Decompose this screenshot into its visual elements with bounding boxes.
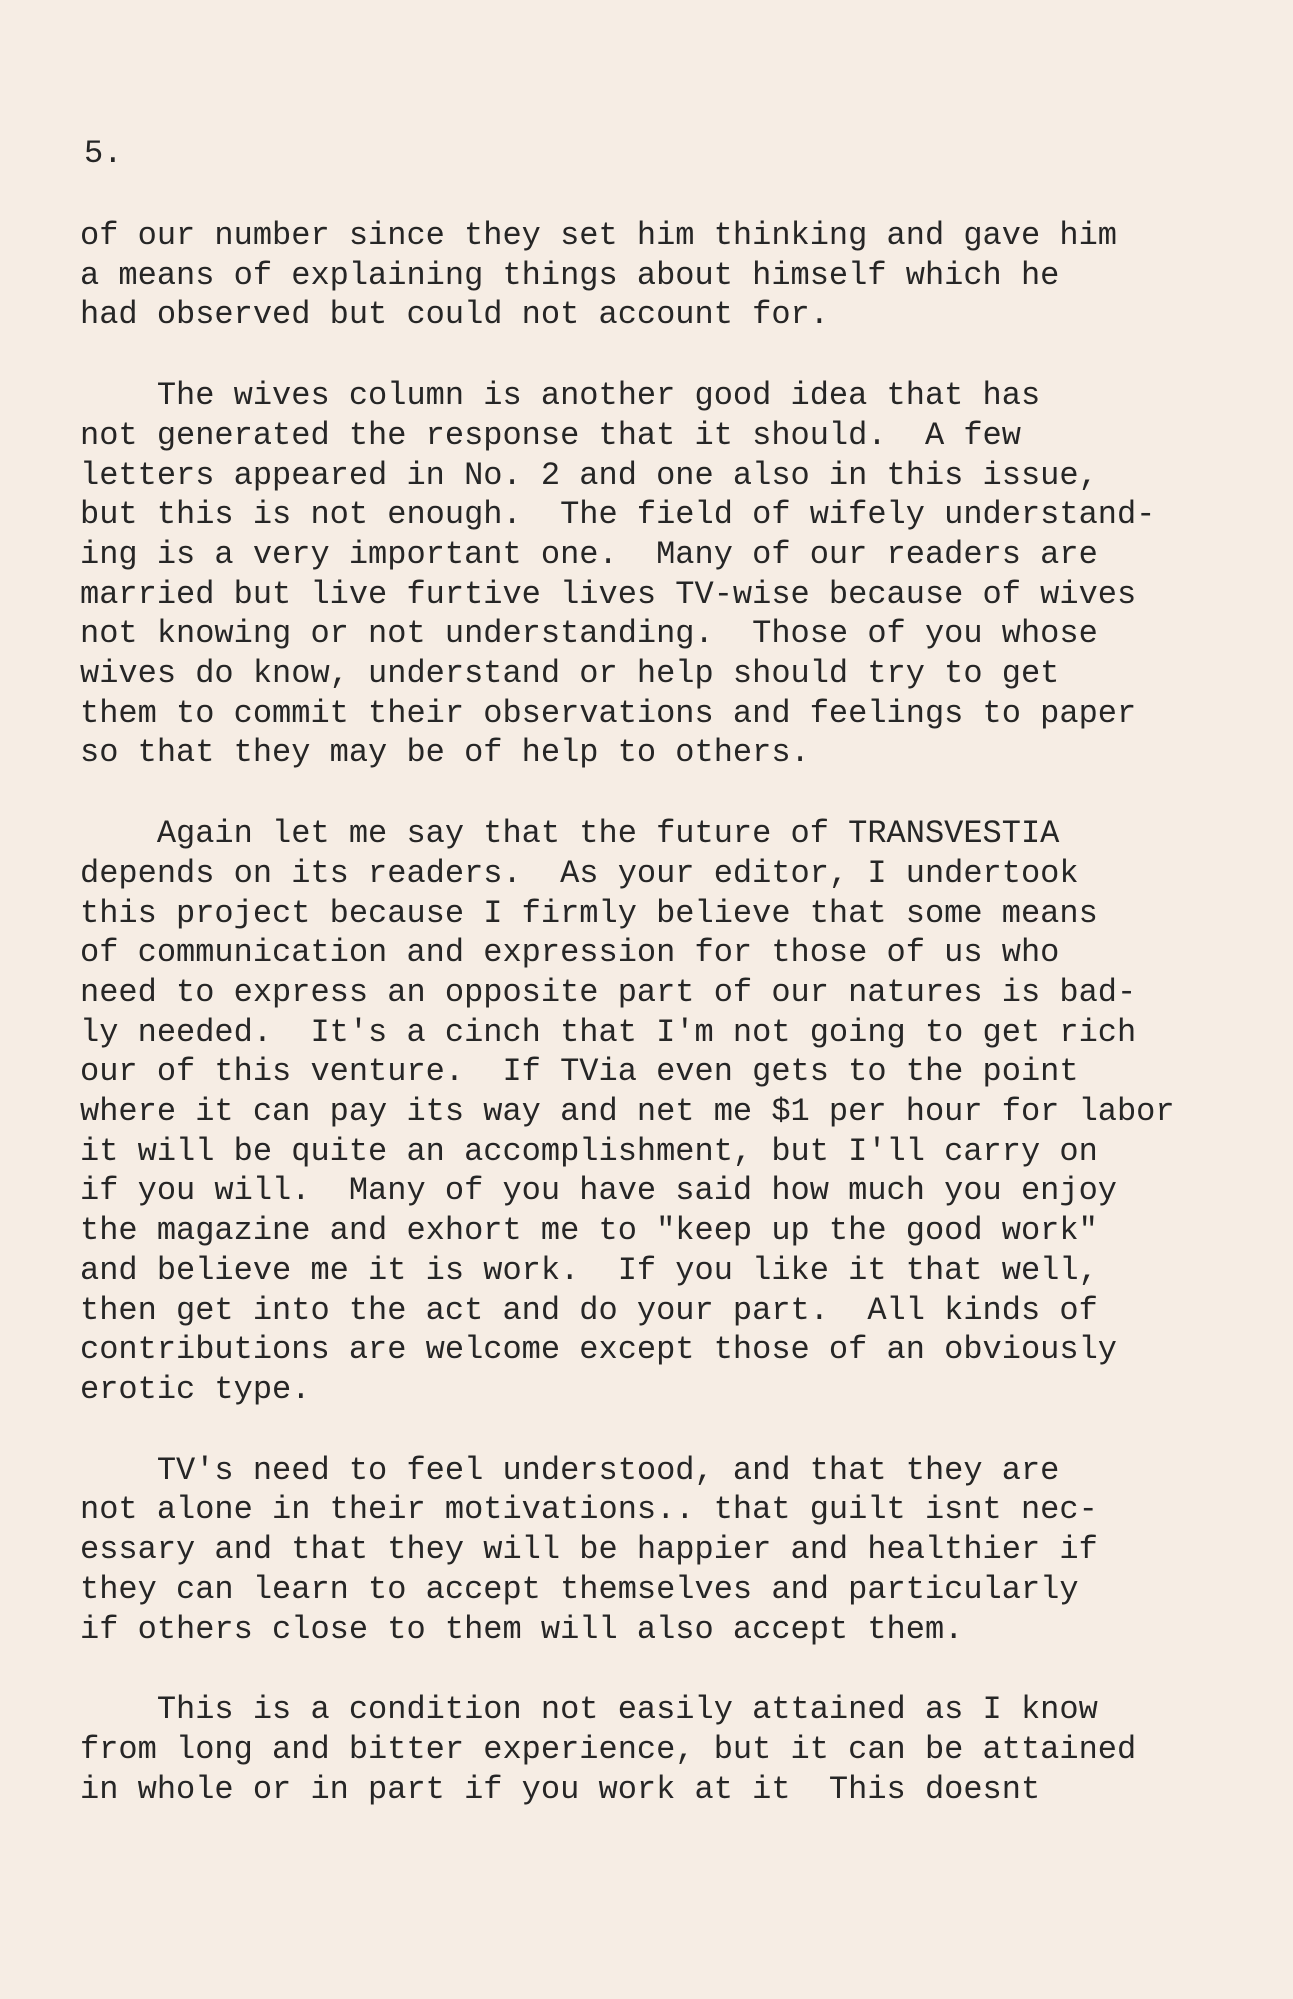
text-line: wives do know, understand or help should try to get (80, 655, 1060, 693)
text-line: them to commit their observations and feelings to paper (80, 694, 1137, 732)
text-line: depends on its readers. As your editor, I undertook (80, 854, 1079, 892)
text-line: they can learn to accept themselves and particularly (80, 1570, 1079, 1608)
text-line: this project because I firmly believe that some means (80, 894, 1098, 932)
text-line: married but live furtive lives TV-wise because of wives (80, 575, 1137, 613)
text-line: and believe me it is work. If you like it that well, (80, 1251, 1098, 1289)
paragraph (80, 1451, 1220, 1650)
text-line: where it can pay its way and net me $1 per hour for labor (80, 1093, 1175, 1131)
text-line: ly needed. It's a cinch that I'm not going to get rich (80, 1013, 1137, 1051)
paragraph (80, 216, 1220, 335)
text-line: so that they may be of help to others. (80, 734, 810, 772)
text-line: need to express an opposite part of our natures is bad- (80, 973, 1137, 1011)
text-line: of our number since they set him thinking and gave him (80, 217, 1117, 254)
paragraph (80, 376, 1220, 773)
text-line: The wives column is another good idea that has (80, 377, 1041, 415)
text-line: ing is a very important one. Many of our readers are (80, 535, 1098, 573)
text-line: contributions are welcome except those of an obviously (80, 1331, 1117, 1369)
text-line: but this is not enough. The field of wifely understand- (80, 496, 1156, 534)
text-line: it will be quite an accomplishment, but I'll carry on (80, 1132, 1098, 1170)
body-text (80, 216, 1220, 1850)
text-line: essary and that they will be happier and healthier if (80, 1531, 1098, 1569)
text-line: then get into the act and do your part. All kinds of (80, 1291, 1098, 1329)
text-line: not knowing or not understanding. Those of you whose (80, 615, 1098, 653)
page-number: 5. (84, 135, 123, 172)
text-line: our of this venture. If TVia even gets to the point (80, 1053, 1079, 1091)
text-line: This is a condition not easily attained as I know (80, 1691, 1098, 1729)
text-line: Again let me say that the future of TRANSVESTIA (80, 815, 1060, 853)
text-line: letters appeared in No. 2 and one also in this issue, (80, 456, 1098, 494)
paragraph (80, 814, 1220, 1410)
text-line: if others close to them will also accept them. (80, 1610, 964, 1648)
text-line: had observed but could not account for. (80, 296, 829, 334)
text-line: the magazine and exhort me to "keep up the good work" (80, 1212, 1098, 1250)
text-line: in whole or in part if you work at it This doesnt (80, 1770, 1041, 1808)
text-line: of communication and expression for those of us who (80, 934, 1060, 972)
text-line: a means of explaining things about himself which he (80, 256, 1060, 294)
text-line: erotic type. (80, 1370, 311, 1408)
text-line: from long and bitter experience, but it can be attained (80, 1730, 1137, 1768)
text-line: not alone in their motivations.. that guilt isnt nec- (80, 1491, 1098, 1529)
text-line: not generated the response that it should. A few (80, 416, 1021, 454)
paragraph (80, 1690, 1220, 1809)
text-line: if you will. Many of you have said how much you enjoy (80, 1172, 1117, 1210)
text-line: TV's need to feel understood, and that they are (80, 1451, 1060, 1489)
